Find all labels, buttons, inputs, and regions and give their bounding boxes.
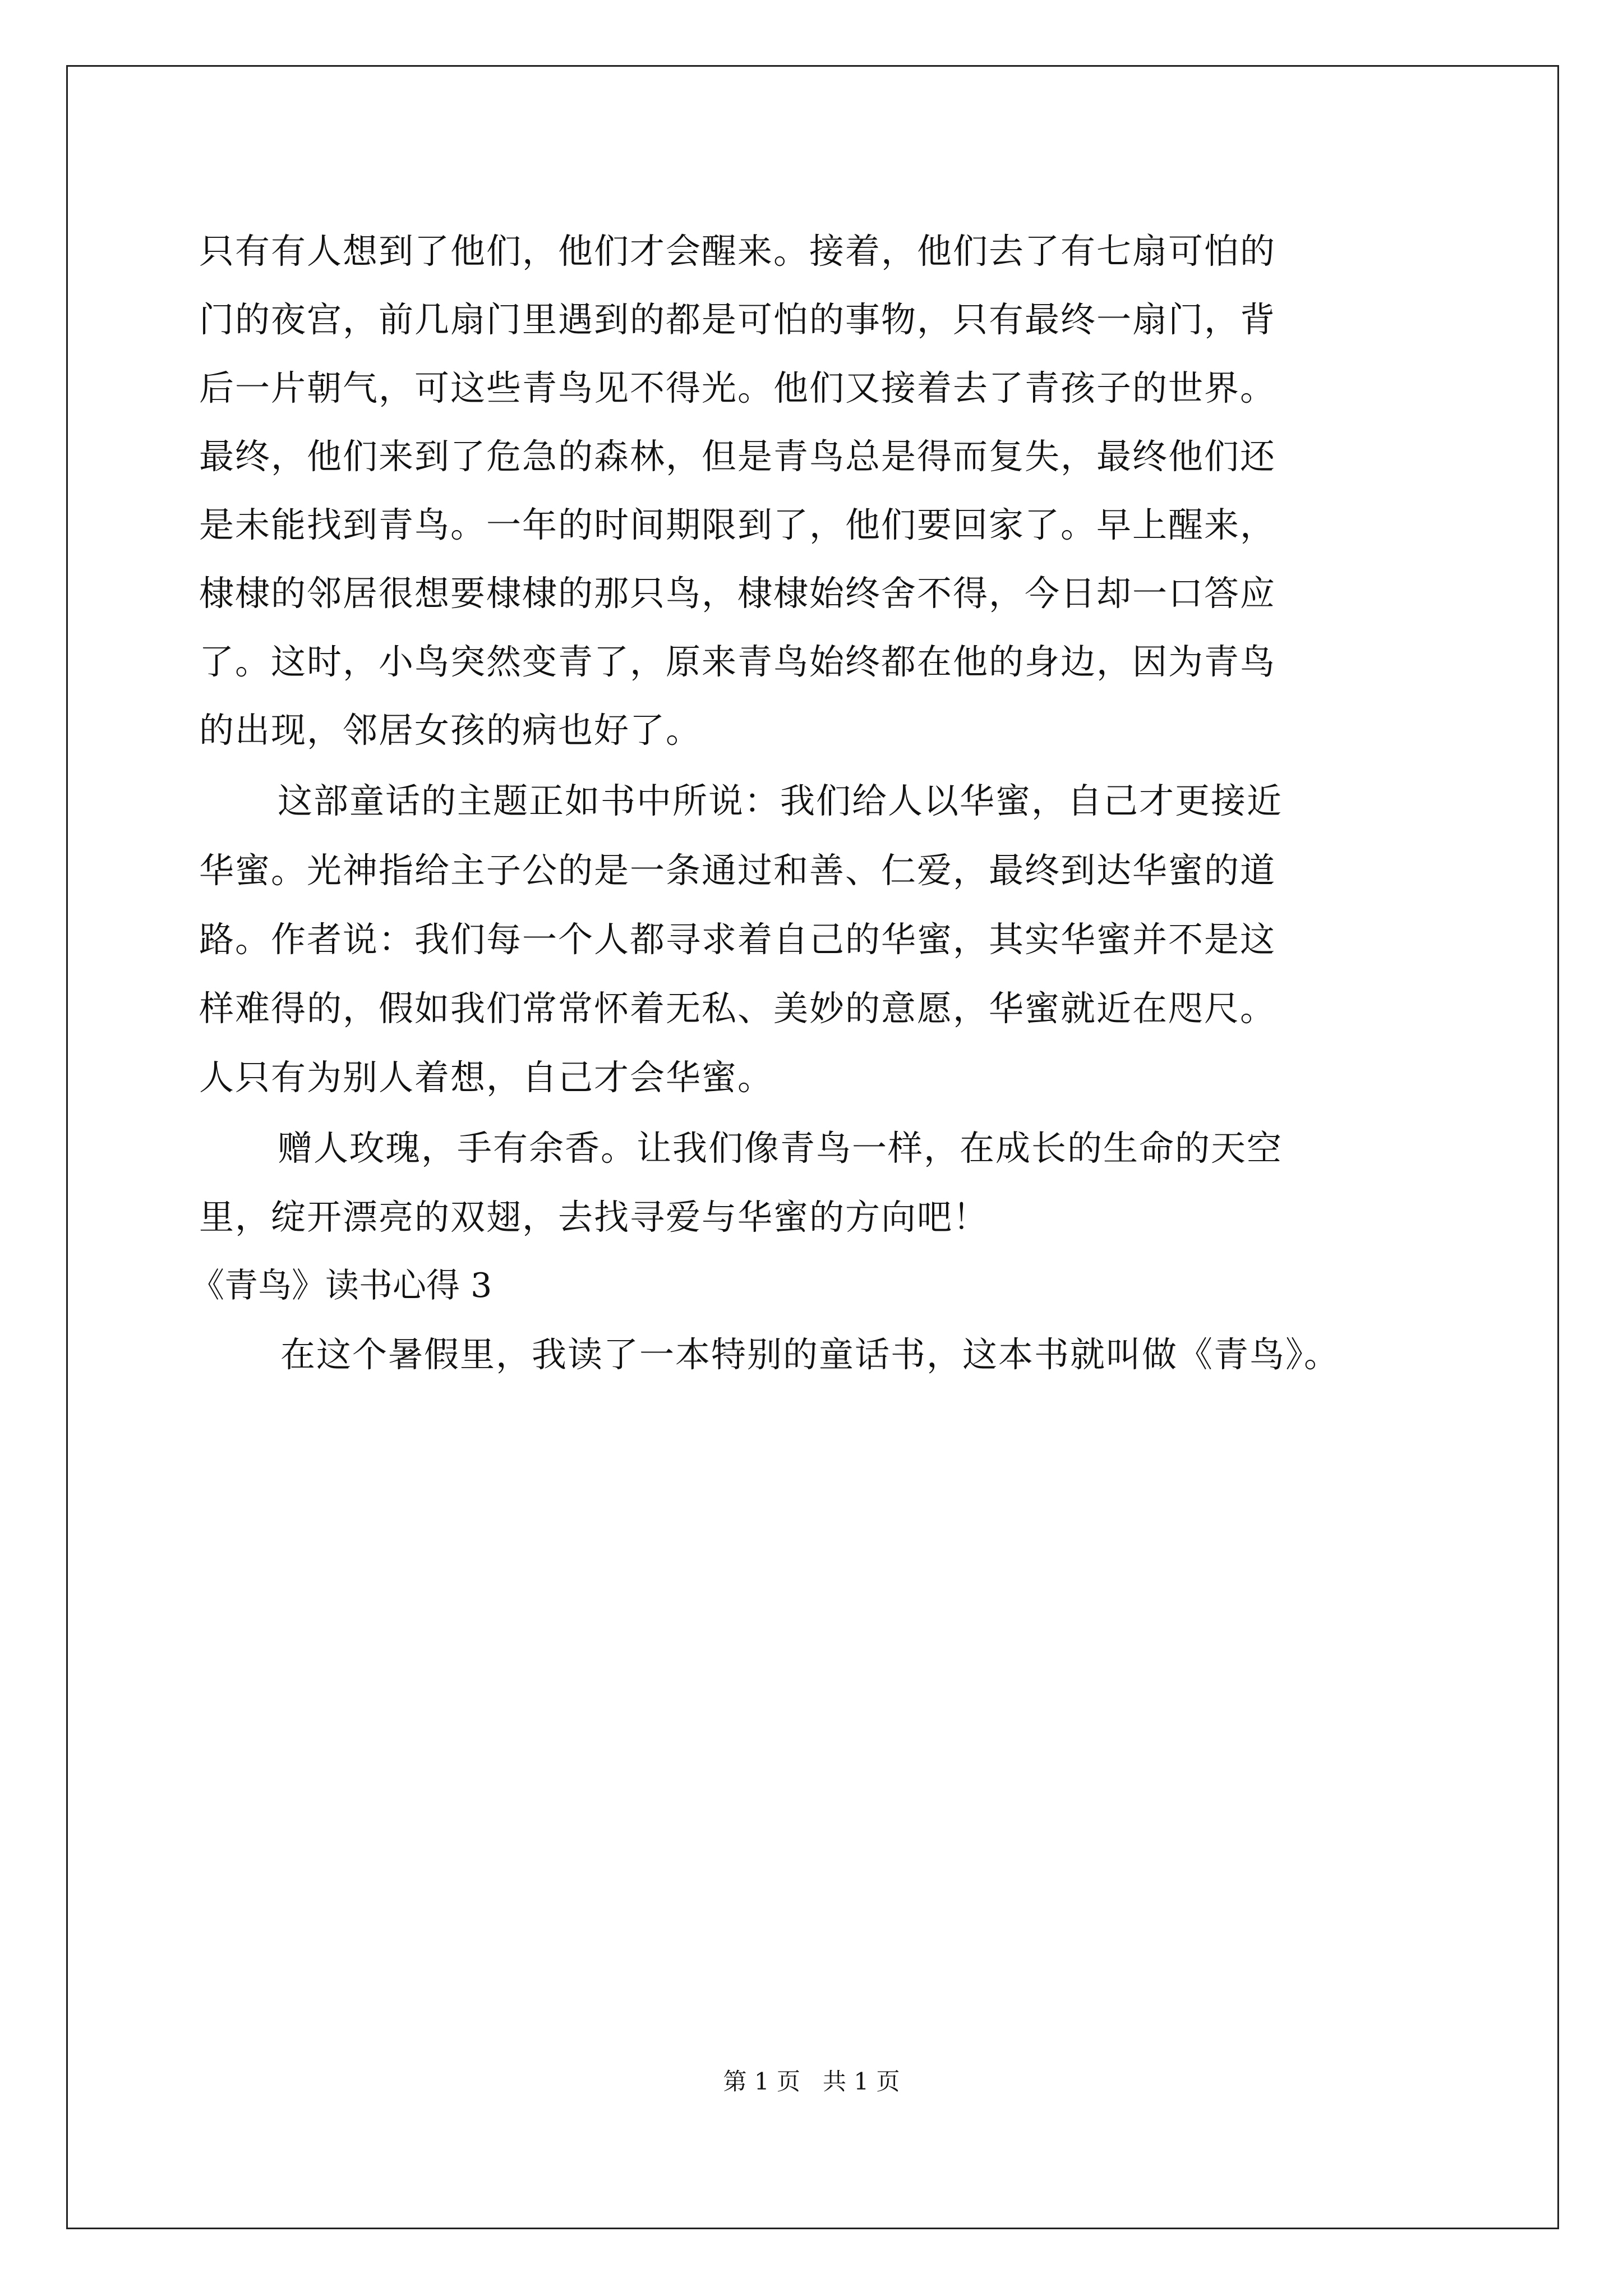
- text-line: 是未能找到青鸟。一年的时间期限到了，他们要回家了。早上醒来，: [199, 504, 1276, 545]
- text-line: 棣棣的邻居很想要棣棣的那只鸟，棣棣始终舍不得，今日却一口答应: [199, 573, 1276, 614]
- text-line: 赠人玫瑰，手有余香。让我们像青鸟一样，在成长的生命的天空: [278, 1128, 1283, 1168]
- text-line: 在这个暑假里，我读了一本特别的童话书，这本书就叫做《青鸟》。: [280, 1334, 1340, 1375]
- text-line: 人只有为别人着想，自己才会华蜜。: [199, 1057, 774, 1098]
- text-line: 里，绽开漂亮的双翅，去找寻爱与华蜜的方向吧！: [199, 1197, 989, 1237]
- text-line: 最终，他们来到了危急的森林，但是青鸟总是得而复失，最终他们还: [199, 436, 1276, 477]
- page-footer: 第 1 页 共 1 页: [723, 2068, 900, 2095]
- text-line: 的出现，邻居女孩的病也好了。: [199, 710, 702, 751]
- text-line: 门的夜宫，前几扇门里遇到的都是可怕的事物，只有最终一扇门，背: [199, 299, 1276, 340]
- text-line: 样难得的，假如我们常常怀着无私、美妙的意愿，华蜜就近在咫尺。: [199, 988, 1276, 1029]
- text-line: 这部童话的主题正如书中所说：我们给人以华蜜，自己才更接近: [278, 780, 1283, 821]
- section-title: 《青鸟》读书心得 3: [191, 1266, 492, 1305]
- text-line: 了。这时，小鸟突然变青了，原来青鸟始终都在他的身边，因为青鸟: [199, 641, 1276, 682]
- text-line: 华蜜。光神指给主子公的是一条通过和善、仁爱，最终到达华蜜的道: [199, 850, 1276, 891]
- text-line: 路。作者说：我们每一个人都寻求着自己的华蜜，其实华蜜并不是这: [199, 919, 1276, 960]
- text-line: 后一片朝气，可这些青鸟见不得光。他们又接着去了青孩子的世界。: [199, 367, 1276, 408]
- text-line: 只有有人想到了他们，他们才会醒来。接着，他们去了有七扇可怕的: [199, 231, 1276, 272]
